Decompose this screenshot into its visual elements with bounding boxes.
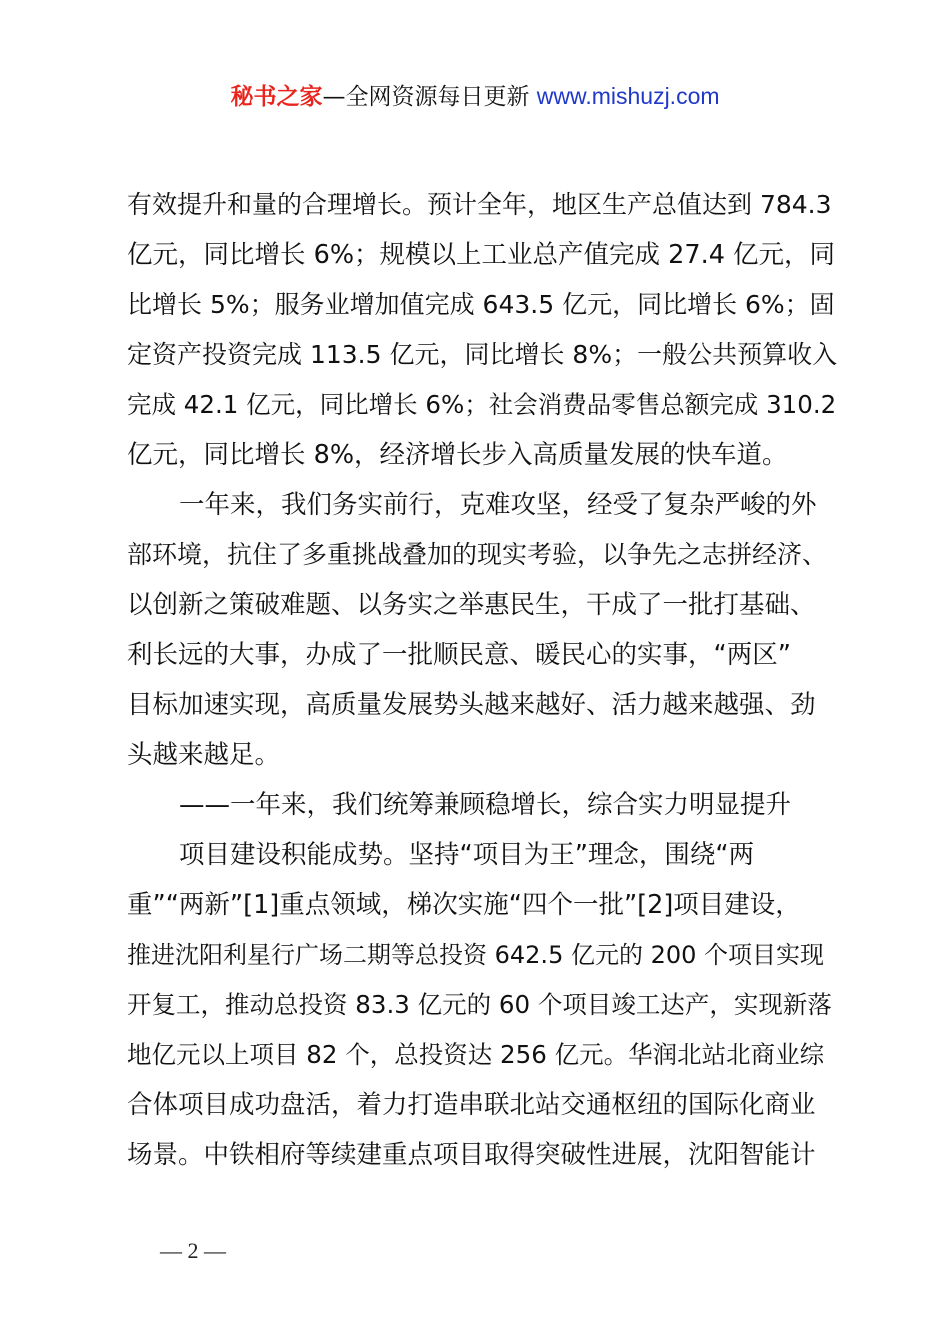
text-line: 合体项目成功盘活，着力打造串联北站交通枢纽的国际化商业 bbox=[127, 1090, 816, 1120]
text-line: 目标加速实现，高质量发展势头越来越好、活力越来越强、劲 bbox=[127, 690, 816, 720]
text-line: 有效提升和量的合理增长。预计全年，地区生产总值达到 784.3 bbox=[127, 190, 832, 219]
text-line: 重”“两新”[1]重点领域，梯次实施“四个一批”[2]项目建设， bbox=[127, 890, 801, 920]
section-heading: ——一年来，我们统筹兼顾稳增长，综合实力明显提升 bbox=[179, 790, 792, 820]
site-brand: 秘书之家 bbox=[230, 84, 323, 110]
text-line: 以创新之策破难题、以务实之举惠民生，干成了一批打基础、 bbox=[127, 590, 816, 620]
text-line: 完成 42.1 亿元，同比增长 6%；社会消费品零售总额完成 310.2 bbox=[127, 390, 837, 419]
text-line: 比增长 5%；服务业增加值完成 643.5 亿元，同比增长 6%；固 bbox=[127, 290, 835, 319]
text-line: 定资产投资完成 113.5 亿元，同比增长 8%；一般公共预算收入 bbox=[127, 340, 838, 369]
text-line: 部环境，抗住了多重挑战叠加的现实考验，以争先之志拼经济、 bbox=[127, 540, 828, 569]
paragraph-start-line: 一年来，我们务实前行，克难攻坚，经受了复杂严峻的外 bbox=[179, 490, 817, 520]
text-line: 地亿元以上项目 82 个，总投资达 256 亿元。华润北站北商业综 bbox=[127, 1040, 825, 1069]
text-line: 场景。中铁相府等续建重点项目取得突破性进展，沈阳智能计 bbox=[127, 1140, 816, 1170]
site-tagline: —全网资源每日更新 bbox=[322, 84, 537, 110]
text-line: 亿元，同比增长 6%；规模以上工业总产值完成 27.4 亿元，同 bbox=[127, 240, 836, 270]
text-line: 推进沈阳利星行广场二期等总投资 642.5 亿元的 200 个项目实现 bbox=[127, 941, 825, 969]
text-line: 亿元，同比增长 8%，经济增长步入高质量发展的快车道。 bbox=[127, 440, 788, 470]
document-body bbox=[127, 183, 837, 1183]
paragraph-start-line: 项目建设积能成势。坚持“项目为王”理念，围绕“两 bbox=[179, 840, 755, 870]
site-url-link[interactable]: www.mishuzj.com bbox=[536, 83, 720, 109]
text-line: 利长远的大事，办成了一批顺民意、暖民心的实事，“两区” bbox=[127, 640, 791, 670]
text-line: 开复工，推动总投资 83.3 亿元的 60 个项目竣工达产，实现新落 bbox=[127, 990, 832, 1019]
site-header bbox=[0, 80, 950, 113]
page-number: — 2 — bbox=[160, 1238, 226, 1263]
text-line: 头越来越足。 bbox=[127, 740, 281, 770]
